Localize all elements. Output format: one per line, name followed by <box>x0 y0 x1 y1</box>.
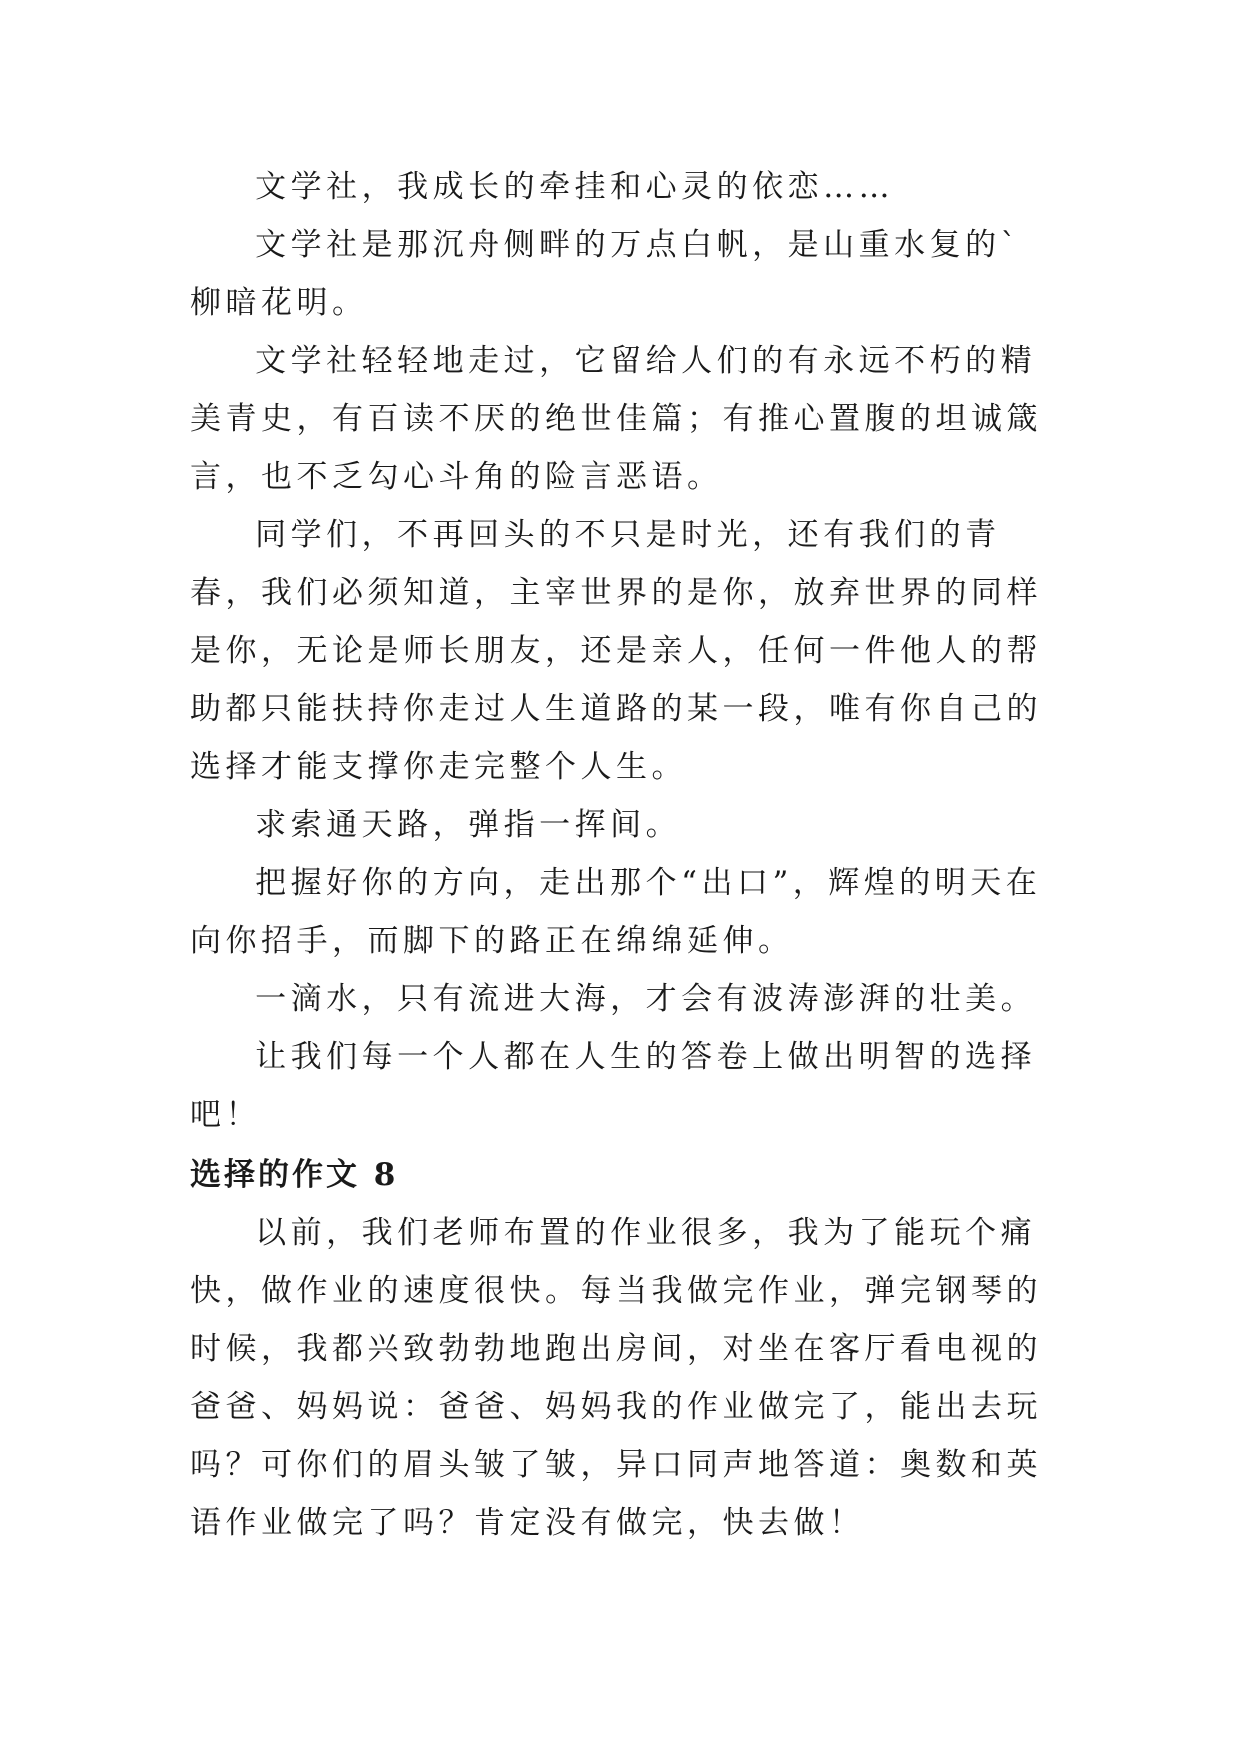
paragraph: 把握好你的方向，走出那个“出口”，辉煌的明天在向你招手，而脚下的路正在绵绵延伸。 <box>190 865 1042 959</box>
paragraph: 文学社，我成长的牵挂和心灵的依恋…… <box>255 169 895 205</box>
paragraph: 文学社是那沉舟侧畔的万点白帆，是山重水复的`柳暗花明。 <box>190 227 1021 321</box>
paragraph: 文学社轻轻地走过，它留给人们的有永远不朽的精美青史，有百读不厌的绝世佳篇；有推心置腹的坦诚箴言，也不乏勾心斗角的险言恶语。 <box>190 343 1042 495</box>
paragraph: 以前，我们老师布置的作业很多，我为了能玩个痛快，做作业的速度很快。每当我做完作业，弹完钢琴的时候，我都兴致勃勃地跑出房间，对坐在客厅看电视的爸爸、妈妈说：爸爸、妈妈我的作业做完了，能出去玩吗？可你们的眉头皱了皱，异口同声地答道：奥数和英语作业做完了吗？肯定没有做完，快去做！ <box>190 1215 1042 1541</box>
paragraph: 求索通天路，弹指一挥间。 <box>255 807 682 843</box>
paragraph: 同学们，不再回头的不只是时光，还有我们的青春，我们必须知道，主宰世界的是你，放弃世界的同样是你，无论是师长朋友，还是亲人，任何一件他人的帮助都只能扶持你走过人生道路的某一段，唯有你自己的选择才能支撑你走完整个人生。 <box>190 517 1042 785</box>
essay-section-1 <box>190 158 1054 1144</box>
essay-heading: 选择的作文 8 <box>190 1157 399 1193</box>
paragraph: 一滴水，只有流进大海，才会有波涛澎湃的壮美。 <box>255 981 1037 1017</box>
paragraph: 让我们每一个人都在人生的答卷上做出明智的选择吧！ <box>190 1039 1037 1133</box>
essay-section-2 <box>190 1204 1054 1552</box>
